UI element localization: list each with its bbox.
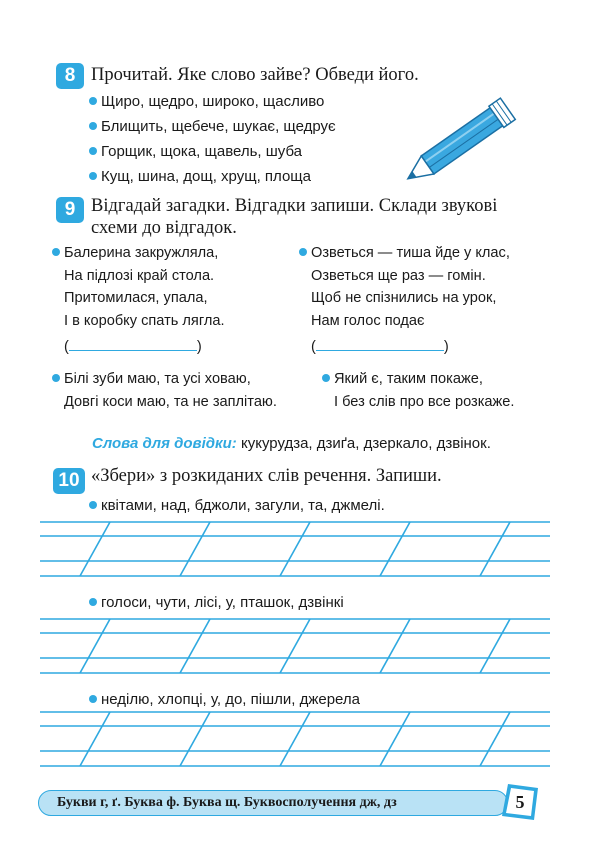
footer-topic-bar: [38, 790, 508, 816]
riddle-line: Озветься — тиша йде у клас,: [311, 245, 510, 261]
page-number-badge: [500, 782, 540, 822]
answer-line[interactable]: [316, 336, 444, 351]
item-text: Кущ, шина, дощ, хрущ, площа: [101, 168, 311, 185]
bullet-dot: [52, 374, 60, 382]
page-number: 5: [515, 791, 525, 812]
task-8-item-2: [89, 117, 336, 137]
item-text: голоси, чути, лісі, у, пташок, дзвінкі: [101, 594, 344, 611]
riddle-line: На підлозі край стола.: [64, 267, 215, 284]
task-8-number: 8: [56, 63, 84, 89]
footer-topic: Букви г, ґ. Буква ф. Буква щ. Буквосполучення дж, дз: [57, 795, 397, 810]
riddle-line: Довгі коси маю, та не заплітаю.: [64, 393, 277, 410]
riddle-line: Щоб не спізнились на урок,: [311, 290, 497, 306]
bullet-dot: [322, 374, 330, 382]
bullet-dot: [89, 147, 97, 155]
bullet-dot: [89, 501, 97, 509]
bullet-dot: [89, 97, 97, 105]
riddle-1: [52, 242, 225, 359]
task-10-number: 10: [53, 468, 85, 494]
paren-close: ): [443, 339, 449, 355]
writing-lines-3[interactable]: [40, 706, 550, 778]
answer-line[interactable]: [69, 336, 197, 351]
item-text: Блищить, щебече, шукає, щедрує: [101, 118, 336, 135]
riddle-line: І без слів про все розкаже.: [334, 393, 515, 410]
answer-slot[interactable]: [52, 336, 225, 359]
reference-words: [92, 435, 491, 452]
riddle-line: Озветься ще раз — гомін.: [311, 267, 486, 284]
reference-label: Слова для довідки:: [92, 435, 237, 452]
paren-close: ): [196, 339, 202, 355]
item-text: Горщик, щока, щавель, шуба: [101, 143, 303, 160]
riddle-4: [322, 368, 514, 413]
task-8-instruction: Прочитай. Яке слово зайве? Обведи його.: [91, 65, 419, 85]
writing-lines-1[interactable]: [40, 516, 550, 588]
bullet-dot: [89, 122, 97, 130]
riddle-line: Який є, таким покаже,: [334, 371, 483, 387]
bullet-dot: [52, 248, 60, 256]
task-9-number: 9: [56, 197, 84, 223]
bullet-dot: [89, 598, 97, 606]
item-text: квітами, над, бджоли, загули, та, джмелі.: [101, 497, 385, 514]
riddle-line: Білі зуби маю, та усі ховаю,: [64, 371, 251, 387]
task-8-item-3: [89, 142, 302, 162]
item-text: неділю, хлопці, у, до, пішли, джерела: [101, 691, 360, 708]
task-9-instruction-line-1: Відгадай загадки. Відгадки запиши. Склади звукові: [91, 196, 498, 216]
riddle-line: Балерина закружляла,: [64, 245, 219, 261]
riddle-3: [52, 368, 277, 413]
bullet-dot: [89, 695, 97, 703]
task-10-item-1: [89, 496, 385, 516]
task-8-item-1: [89, 92, 324, 112]
item-text: Щиро, щедро, широко, щасливо: [101, 93, 325, 110]
pencil-icon: [400, 90, 530, 190]
task-8-item-4: [89, 167, 311, 187]
task-10-item-2: [89, 593, 344, 613]
task-10-instruction: «Збери» з розкиданих слів речення. Запиши.: [91, 466, 442, 486]
task-9-instruction-line-2: схеми до відгадок.: [91, 218, 237, 238]
bullet-dot: [89, 172, 97, 180]
bullet-dot: [299, 248, 307, 256]
reference-list: кукурудза, дзиґа, дзеркало, дзвінок.: [240, 435, 491, 452]
riddle-line: І в коробку спать лягла.: [64, 312, 225, 329]
paren-open: (: [64, 339, 69, 355]
writing-lines-2[interactable]: [40, 613, 550, 685]
riddle-line: Притомилася, упала,: [64, 290, 208, 306]
riddle-line: Нам голос подає: [311, 312, 425, 329]
answer-slot[interactable]: [299, 336, 510, 359]
riddle-2: [299, 242, 510, 359]
paren-open: (: [311, 339, 316, 355]
